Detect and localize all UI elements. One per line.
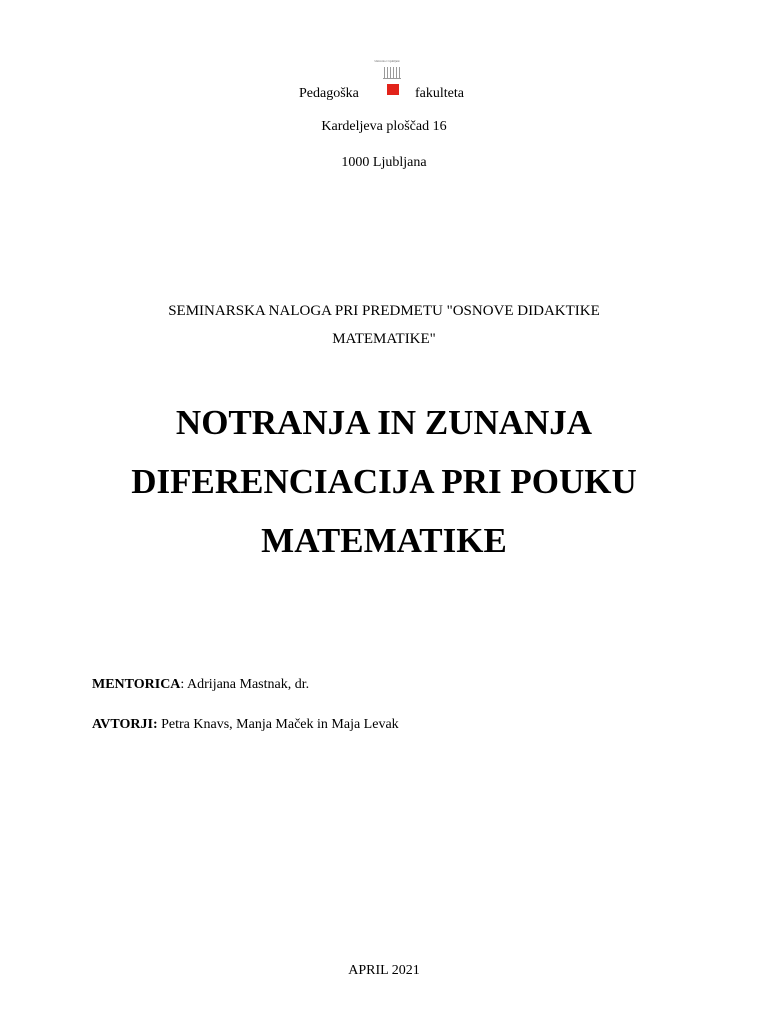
- logo-caption: Univerza v Ljubljani: [374, 59, 400, 63]
- authors-value: Petra Knavs, Manja Maček in Maja Levak: [157, 717, 399, 732]
- faculty-name-right: fakulteta: [415, 86, 464, 101]
- address-street: Kardeljeva ploščad 16: [321, 119, 447, 134]
- document-title-line-3: MATEMATIKE: [261, 521, 507, 560]
- document-date: APRIL 2021: [348, 963, 420, 978]
- document-title-line-2: DIFERENCIACIJA PRI POUKU: [131, 462, 637, 501]
- seminar-line-1: SEMINARSKA NALOGA PRI PREDMETU "OSNOVE DIDAKTIKE: [168, 303, 600, 319]
- address-city: 1000 Ljubljana: [341, 155, 427, 170]
- document-title-line-1: NOTRANJA IN ZUNANJA: [175, 403, 593, 442]
- authors-label: AVTORJI:: [92, 717, 158, 732]
- mentor-line: [92, 676, 309, 694]
- mentor-label: MENTORICA: [92, 677, 181, 692]
- mentor-value: : Adrijana Mastnak, dr.: [180, 677, 310, 692]
- seminar-line-2: MATEMATIKE": [332, 331, 436, 347]
- university-logo-icon: [378, 66, 406, 98]
- authors-line: [92, 716, 399, 734]
- faculty-name-left: Pedagoška: [299, 86, 359, 101]
